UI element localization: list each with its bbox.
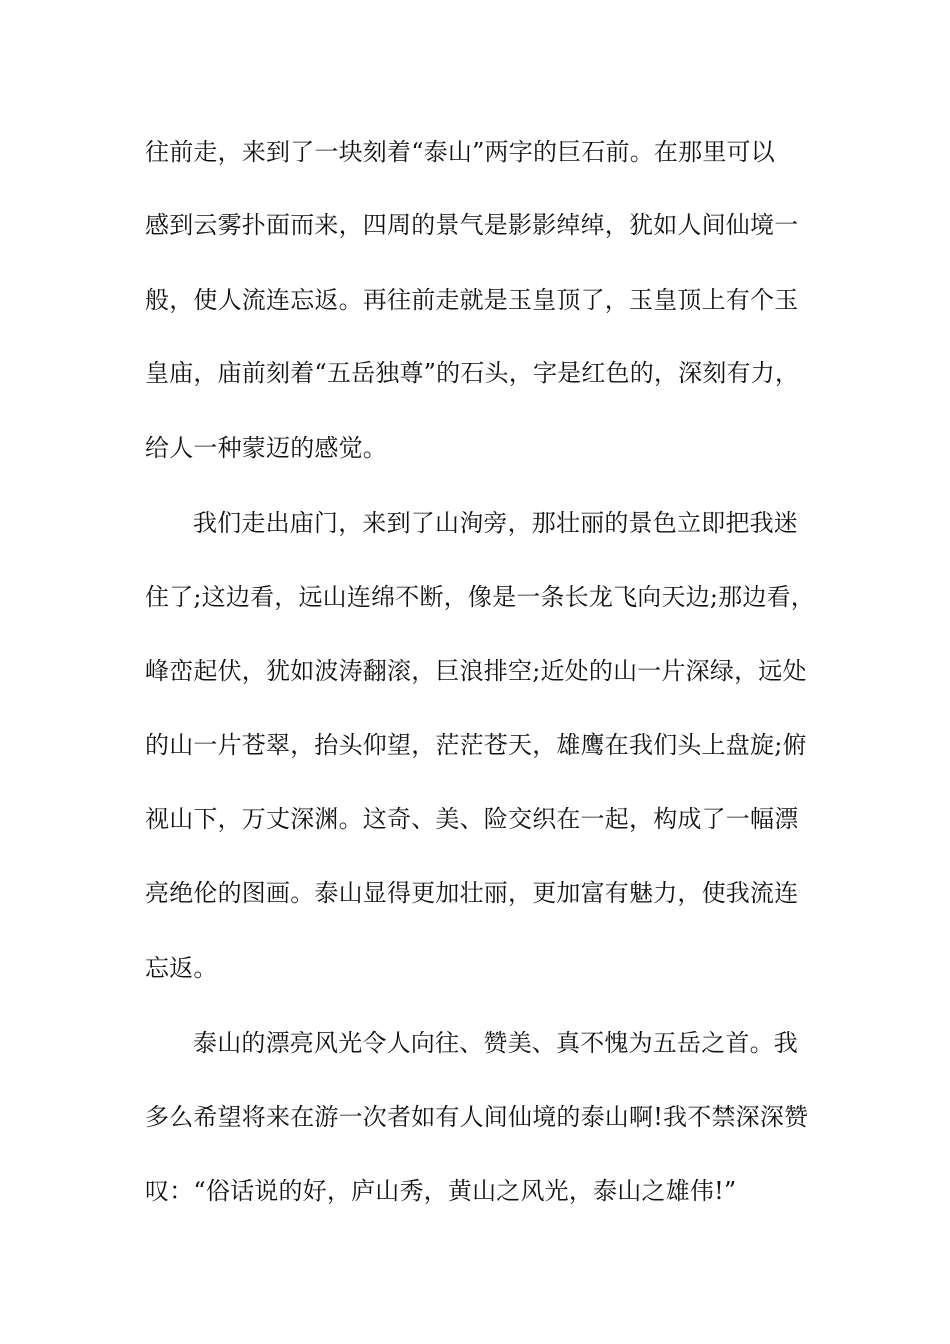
paragraph-line: 叹：“俗话说的好，庐山秀，黄山之风光，泰山之雄伟!” — [145, 1177, 737, 1205]
paragraph-line: 给人一种蒙迈的感觉。 — [145, 434, 387, 462]
paragraph-line: 皇庙，庙前刻着“五岳独尊”的石头，字是红色的，深刻有力， — [145, 359, 800, 387]
paragraph-line: 般，使人流连忘返。再往前走就是玉皇顶了，玉皇顶上有个玉 — [145, 286, 799, 314]
paragraph-line: 峰峦起伏，犹如波涛翻滚，巨浪排空;近处的山一片深绿，远处 — [145, 657, 807, 685]
paragraph-line: 多么希望将来在游一次者如有人间仙境的泰山啊!我不禁深深赞 — [145, 1103, 809, 1131]
paragraph-line: 的山一片苍翠，抬头仰望，茫茫苍天，雄鹰在我们头上盘旋;俯 — [145, 731, 807, 759]
paragraph-line: 泰山的漂亮风光令人向往、赞美、真不愧为五岳之首。我 — [193, 1029, 798, 1057]
paragraph-line: 往前走，来到了一块刻着“泰山”两字的巨石前。在那里可以 — [145, 138, 775, 166]
paragraph-line: 视山下，万丈深渊。这奇、美、险交织在一起，构成了一幅漂 — [145, 805, 799, 833]
paragraph-line: 住了;这边看，远山连绵不断，像是一条长龙飞向天边;那边看， — [145, 583, 815, 611]
paragraph-line: 忘返。 — [145, 954, 218, 982]
paragraph-line: 我们走出庙门，来到了山洵旁，那壮丽的景色立即把我迷 — [193, 509, 798, 537]
paragraph-line: 亮绝伦的图画。泰山显得更加壮丽，更加富有魅力，使我流连 — [145, 879, 799, 907]
paragraph-line: 感到云雾扑面而来，四周的景气是影影绰绰，犹如人间仙境一 — [145, 211, 799, 239]
